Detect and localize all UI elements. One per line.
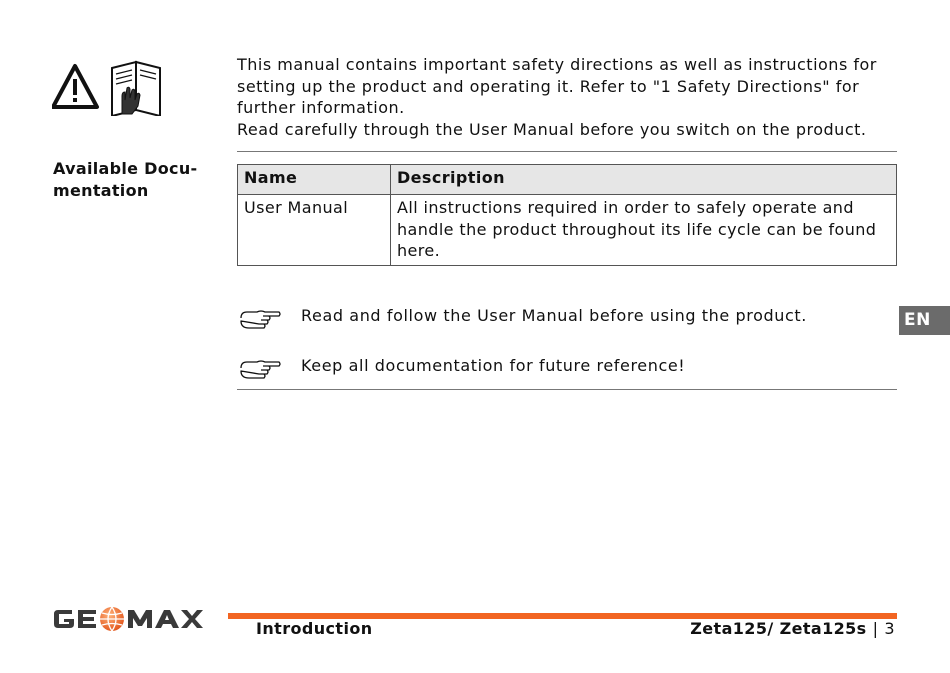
safety-icons: [52, 60, 164, 116]
footer-product-page: [690, 619, 895, 638]
hint-text: Read and follow the User Manual before using the product.: [301, 306, 807, 325]
intro-paragraph-2: Read carefully through the User Manual before you switch on the product.: [237, 119, 867, 139]
footer-accent-bar: [228, 606, 897, 614]
table-row: [238, 195, 897, 266]
footer-section-title: Introduction: [256, 619, 373, 638]
brand-logo: [52, 602, 216, 634]
divider-bottom: [237, 389, 897, 390]
warning-icon: [52, 60, 164, 116]
section-heading: [53, 158, 223, 202]
table-cell-name: User Manual: [238, 195, 391, 266]
table-cell-description: All instructions required in order to safely operate and handle the product throughout its life cycle can be found here.: [391, 195, 897, 266]
intro-paragraph: This manual contains important safety directions as well as instructions for setting up the product and operating it. Refer to "1 Safety Directions" for further information.: [237, 55, 877, 117]
column-header-description: Description: [391, 165, 897, 195]
hint-text: Keep all documentation for future reference!: [301, 356, 686, 375]
language-tab[interactable]: EN: [899, 306, 950, 335]
footer-separator: |: [872, 619, 879, 638]
intro-text: [237, 54, 897, 140]
table-header-row: [238, 165, 897, 195]
pointing-hand-icon: [239, 358, 281, 380]
column-header-name: Name: [238, 165, 391, 195]
documentation-table: [237, 164, 897, 266]
read-manual-icon: [112, 62, 160, 116]
divider-top: [237, 151, 897, 152]
hint-item: [237, 304, 897, 332]
footer-product-name: Zeta125/ Zeta125s: [690, 619, 867, 638]
section-heading-text: Available Docu- mentation: [53, 159, 198, 200]
pointing-hand-icon: [239, 308, 281, 330]
page-number: 3: [884, 619, 895, 638]
hint-item: [237, 354, 897, 382]
